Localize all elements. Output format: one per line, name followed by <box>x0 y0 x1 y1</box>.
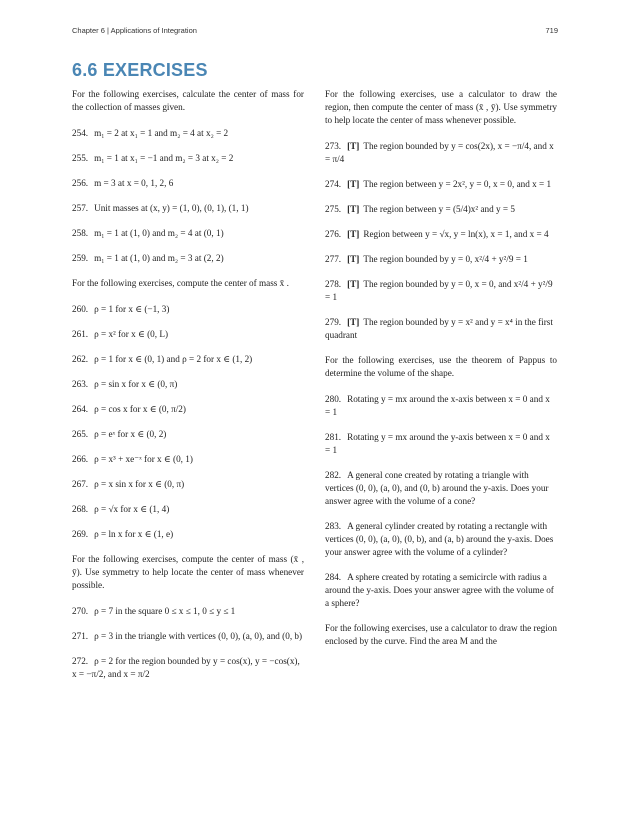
exercise-text: The region between y = 2x², y = 0, x = 0, and x = 1 <box>363 179 552 189</box>
paragraph-text: For the following exercises, calculate the center of mass for the collection of masses given. <box>72 89 304 112</box>
exercise-item <box>72 353 304 366</box>
exercise-text: m₁ = 1 at (1, 0) and m₂ = 3 at (2, 2) <box>94 253 224 263</box>
exercise-text: m₁ = 1 at x₁ = −1 and m₂ = 3 at x₂ = 2 <box>94 153 234 163</box>
exercise-item <box>325 228 557 241</box>
paragraph-text: For the following exercises, use a calculator to draw the region enclosed by the curve. Find the area M and the <box>325 623 557 646</box>
exercise-item <box>72 605 304 618</box>
exercise-item <box>325 178 557 191</box>
exercise-number: 261. <box>72 329 89 339</box>
exercise-item <box>72 202 304 215</box>
exercise-text: The region bounded by y = x² and y = x⁴ in the first quadrant <box>325 317 553 340</box>
exercise-number: 263. <box>72 379 89 389</box>
exercise-number: 266. <box>72 454 89 464</box>
technology-tag: [T] <box>347 179 360 189</box>
exercise-text: m = 3 at x = 0, 1, 2, 6 <box>94 178 174 188</box>
exercise-number: 279. <box>325 317 342 327</box>
instruction-paragraph <box>325 354 557 380</box>
exercise-item <box>72 478 304 491</box>
exercise-item <box>325 278 557 304</box>
exercise-text: ρ = 2 for the region bounded by y = cos(x), y = −cos(x), x = −π/2, and x = π/2 <box>72 656 300 679</box>
exercise-item <box>72 630 304 643</box>
exercise-text: ρ = cos x for x ∈ (0, π/2) <box>94 404 186 414</box>
exercise-number: 269. <box>72 529 89 539</box>
paragraph-text: For the following exercises, use a calculator to draw the region, then compute the center of mass (x̄ , ȳ). Use symmetry to help locate the center of mass whenever possible. <box>325 89 557 125</box>
exercise-text: The region between y = (5/4)x² and y = 5 <box>363 204 515 214</box>
exercise-text: A sphere created by rotating a semicircle with radius a around the y-axis. Does your answer agree with the volume of a sphere? <box>325 572 554 608</box>
exercise-text: ρ = 1 for x ∈ (−1, 3) <box>94 304 170 314</box>
exercise-number: 282. <box>325 470 342 480</box>
right-column <box>325 88 557 661</box>
exercise-text: ρ = 7 in the square 0 ≤ x ≤ 1, 0 ≤ y ≤ 1 <box>94 606 236 616</box>
exercise-text: ρ = x sin x for x ∈ (0, π) <box>94 479 185 489</box>
exercise-number: 258. <box>72 228 89 238</box>
instruction-paragraph <box>325 88 557 127</box>
exercise-text: m₁ = 1 at (1, 0) and m₂ = 4 at (0, 1) <box>94 228 224 238</box>
exercise-number: 267. <box>72 479 89 489</box>
exercise-text: ρ = x² for x ∈ (0, L) <box>94 329 168 339</box>
exercise-number: 262. <box>72 354 89 364</box>
exercise-item <box>325 571 557 610</box>
exercise-text: ρ = √x for x ∈ (1, 4) <box>94 504 170 514</box>
paragraph-text: For the following exercises, compute the center of mass (x̄ , ȳ). Use symmetry to help locate the center of mass whenever possible. <box>72 554 304 590</box>
instruction-paragraph <box>72 88 304 114</box>
exercise-item <box>325 520 557 559</box>
exercise-number: 275. <box>325 204 342 214</box>
exercise-text: Rotating y = mx around the x-axis between x = 0 and x = 1 <box>325 394 550 417</box>
exercise-item <box>72 528 304 541</box>
exercise-item <box>325 140 557 166</box>
exercise-item <box>72 328 304 341</box>
technology-tag: [T] <box>347 204 360 214</box>
exercise-text: Unit masses at (x, y) = (1, 0), (0, 1), (1, 1) <box>94 203 249 213</box>
exercise-number: 283. <box>325 521 342 531</box>
exercise-number: 281. <box>325 432 342 442</box>
exercise-number: 274. <box>325 179 342 189</box>
exercise-number: 278. <box>325 279 342 289</box>
instruction-paragraph <box>72 553 304 592</box>
exercise-item <box>325 253 557 266</box>
exercise-text: The region bounded by y = 0, x = 0, and x²/4 + y²/9 = 1 <box>325 279 553 302</box>
instruction-paragraph <box>72 277 304 290</box>
exercise-item <box>72 127 304 140</box>
exercise-item <box>72 453 304 466</box>
technology-tag: [T] <box>347 141 360 151</box>
exercise-text: m₁ = 2 at x₁ = 1 and m₂ = 4 at x₂ = 2 <box>94 128 229 138</box>
exercise-number: 254. <box>72 128 89 138</box>
exercise-item <box>72 378 304 391</box>
exercise-number: 284. <box>325 572 342 582</box>
exercise-text: The region bounded by y = 0, x²/4 + y²/9 = 1 <box>363 254 528 264</box>
exercise-number: 255. <box>72 153 89 163</box>
page-header <box>72 26 558 40</box>
exercise-item <box>72 252 304 265</box>
exercise-text: A general cone created by rotating a triangle with vertices (0, 0), (a, 0), and (0, b) around the y-axis. Does your answer agree with the volume of a cone? <box>325 470 549 506</box>
exercise-text: ρ = 1 for x ∈ (0, 1) and ρ = 2 for x ∈ (1, 2) <box>94 354 253 364</box>
exercise-number: 260. <box>72 304 89 314</box>
exercise-item <box>325 469 557 508</box>
instruction-paragraph <box>325 622 557 648</box>
exercise-item <box>72 227 304 240</box>
technology-tag: [T] <box>347 229 360 239</box>
exercise-item <box>72 152 304 165</box>
exercise-number: 276. <box>325 229 342 239</box>
exercise-item <box>72 655 304 681</box>
exercise-number: 273. <box>325 141 342 151</box>
exercise-number: 272. <box>72 656 89 666</box>
exercise-text: Rotating y = mx around the y-axis between x = 0 and x = 1 <box>325 432 550 455</box>
paragraph-text: For the following exercises, compute the center of mass x̄ . <box>72 278 289 288</box>
exercise-item <box>325 203 557 216</box>
technology-tag: [T] <box>347 254 360 264</box>
exercise-text: ρ = ln x for x ∈ (1, e) <box>94 529 174 539</box>
exercise-text: ρ = eˣ for x ∈ (0, 2) <box>94 429 167 439</box>
exercise-text: ρ = x³ + xe⁻ˣ for x ∈ (0, 1) <box>94 454 193 464</box>
exercise-number: 268. <box>72 504 89 514</box>
exercise-item <box>72 303 304 316</box>
chapter-title: Chapter 6 | Applications of Integration <box>72 26 197 35</box>
exercise-text: Region between y = √x, y = ln(x), x = 1, and x = 4 <box>363 229 549 239</box>
exercise-number: 265. <box>72 429 89 439</box>
exercise-number: 256. <box>72 178 89 188</box>
exercise-number: 270. <box>72 606 89 616</box>
exercise-item <box>72 177 304 190</box>
section-title: 6.6 EXERCISES <box>72 60 208 80</box>
technology-tag: [T] <box>347 317 360 327</box>
paragraph-text: For the following exercises, use the theorem of Pappus to determine the volume of the shape. <box>325 355 557 378</box>
exercise-text: ρ = 3 in the triangle with vertices (0, 0), (a, 0), and (0, b) <box>94 631 303 641</box>
exercise-item <box>325 431 557 457</box>
exercise-number: 257. <box>72 203 89 213</box>
exercise-item <box>72 503 304 516</box>
exercise-item <box>72 428 304 441</box>
page-number: 719 <box>545 26 558 35</box>
exercise-number: 280. <box>325 394 342 404</box>
exercise-item <box>72 403 304 416</box>
exercise-text: A general cylinder created by rotating a rectangle with vertices (0, 0), (a, 0), (0, b), and (a, b) around the y-axis. Does your answer agree with the volume of a cylinder? <box>325 521 554 557</box>
exercise-number: 264. <box>72 404 89 414</box>
exercise-text: The region bounded by y = cos(2x), x = −π/4, and x = π/4 <box>325 141 554 164</box>
exercise-number: 259. <box>72 253 89 263</box>
technology-tag: [T] <box>347 279 360 289</box>
left-column <box>72 88 304 693</box>
exercise-item <box>325 316 557 342</box>
exercise-item <box>325 393 557 419</box>
exercise-number: 277. <box>325 254 342 264</box>
exercise-number: 271. <box>72 631 89 641</box>
exercise-text: ρ = sin x for x ∈ (0, π) <box>94 379 178 389</box>
